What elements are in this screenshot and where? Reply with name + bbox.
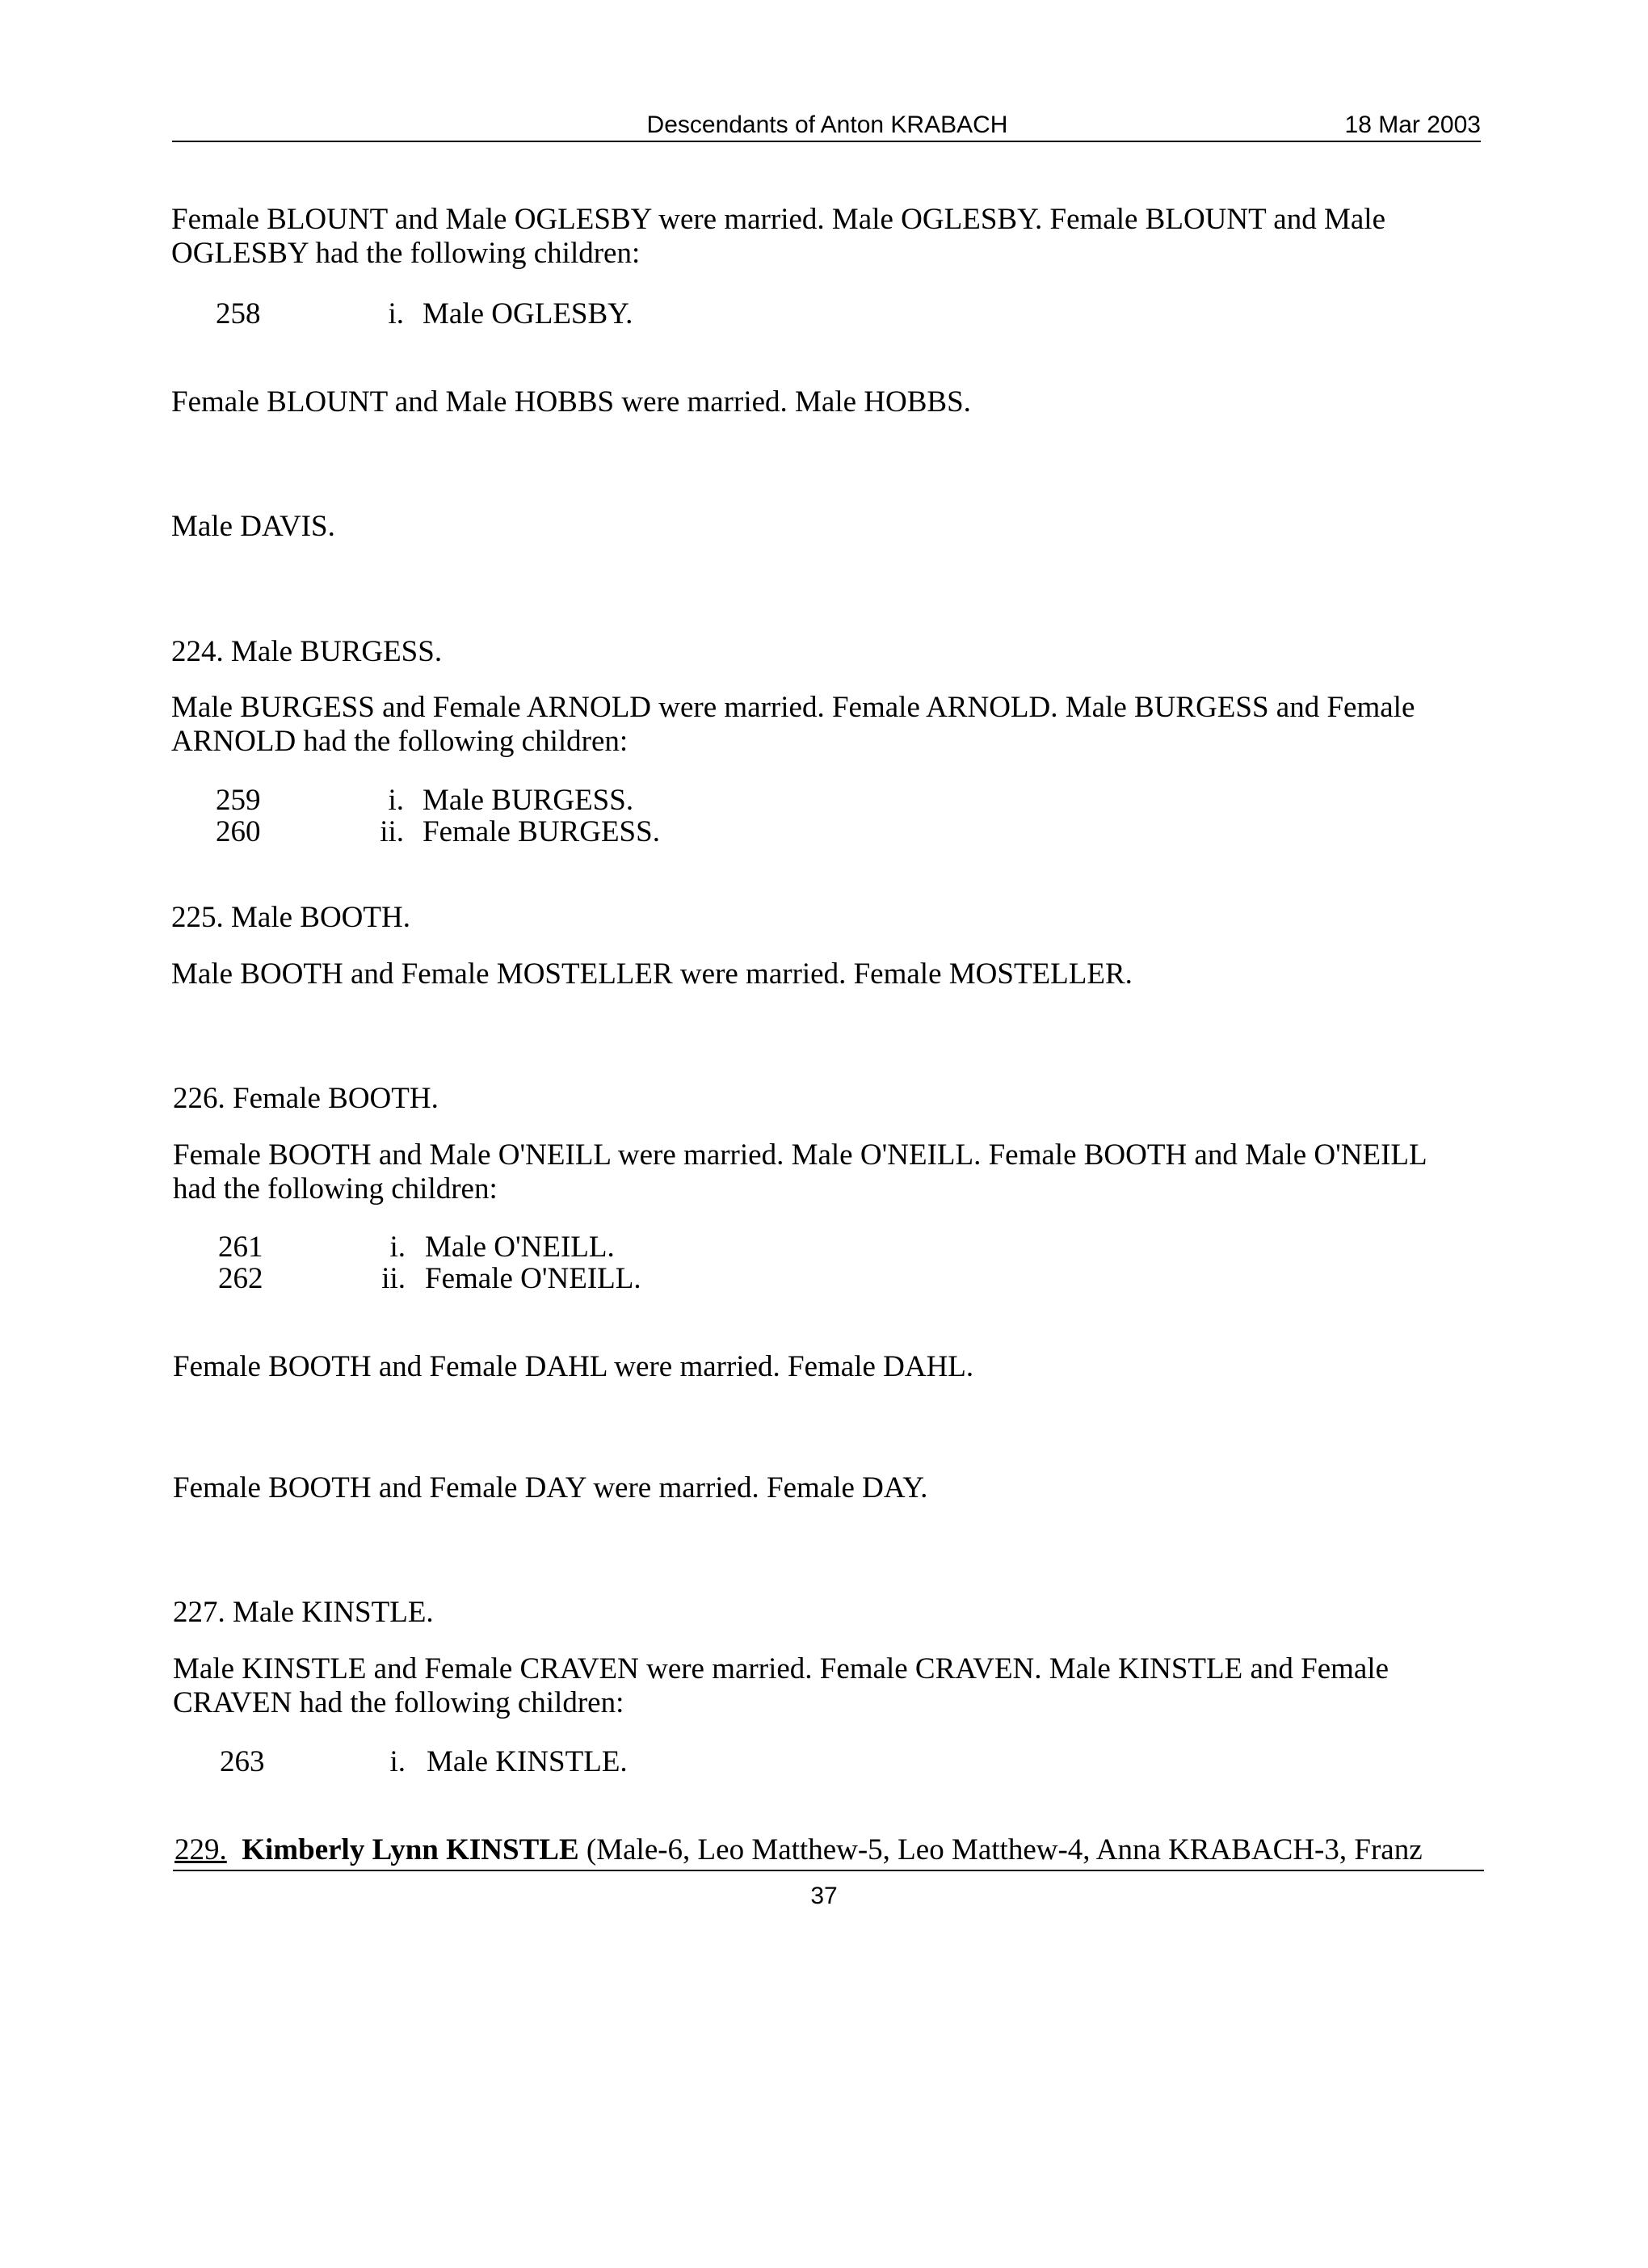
page-header [174, 112, 1481, 144]
paragraph: Male DAVIS. [171, 510, 335, 543]
entry-heading: 227. Male KINSTLE. [173, 1596, 434, 1629]
paragraph: Male BURGESS and Female ARNOLD were married. Female ARNOLD. Male BURGESS and Female [171, 691, 1415, 724]
paragraph: Female BLOUNT and Male OGLESBY were married. Male OGLESBY. Female BLOUNT and Male [171, 203, 1385, 236]
child-number: 259 [216, 784, 261, 817]
entry-heading-229 [174, 1833, 1423, 1867]
child-number: 262 [218, 1262, 263, 1295]
child-name: Male OGLESBY. [423, 297, 633, 330]
entry-number: 229. [174, 1833, 227, 1866]
child-name: Male KINSTLE. [427, 1745, 628, 1778]
paragraph: CRAVEN had the following children: [173, 1686, 624, 1719]
entry-name: Kimberly Lynn KINSTLE [242, 1833, 579, 1866]
page-number: 37 [810, 1883, 838, 1909]
child-roman: i. [388, 297, 404, 330]
paragraph: Female BOOTH and Female DAHL were married. Female DAHL. [173, 1350, 974, 1383]
child-roman: i. [388, 784, 404, 817]
child-roman: ii. [380, 815, 404, 848]
paragraph: had the following children: [173, 1172, 498, 1206]
entry-heading: 226. Female BOOTH. [173, 1082, 439, 1115]
child-name: Male BURGESS. [423, 784, 634, 817]
entry-heading: 225. Male BOOTH. [171, 901, 410, 934]
footer-rule [173, 1870, 1484, 1871]
entry-lineage: (Male-6, Leo Matthew-5, Leo Matthew-4, Anna KRABACH-3, Franz [586, 1833, 1423, 1866]
child-number: 260 [216, 815, 261, 848]
child-name: Female O'NEILL. [425, 1262, 641, 1295]
child-name: Male O'NEILL. [425, 1231, 615, 1264]
header-rule [172, 141, 1481, 142]
entry-heading: 224. Male BURGESS. [171, 635, 443, 668]
paragraph: Female BOOTH and Female DAY were married. Female DAY. [173, 1471, 928, 1504]
child-number: 258 [216, 297, 261, 330]
paragraph: ARNOLD had the following children: [171, 725, 629, 758]
child-roman: ii. [381, 1262, 406, 1295]
paragraph: Female BLOUNT and Male HOBBS were married. Male HOBBS. [171, 385, 971, 419]
header-title: Descendants of Anton KRABACH [646, 112, 1008, 138]
child-name: Female BURGESS. [423, 815, 660, 848]
child-number: 263 [220, 1745, 265, 1778]
paragraph: Male KINSTLE and Female CRAVEN were married. Female CRAVEN. Male KINSTLE and Female [173, 1652, 1389, 1685]
paragraph: Male BOOTH and Female MOSTELLER were married. Female MOSTELLER. [171, 957, 1133, 991]
child-roman: i. [389, 1231, 406, 1264]
header-date: 18 Mar 2003 [1344, 112, 1481, 138]
child-number: 261 [218, 1231, 263, 1264]
child-roman: i. [389, 1745, 406, 1778]
paragraph: Female BOOTH and Male O'NEILL were married. Male O'NEILL. Female BOOTH and Male O'NEILL [173, 1138, 1427, 1172]
paragraph: OGLESBY had the following children: [171, 237, 641, 270]
